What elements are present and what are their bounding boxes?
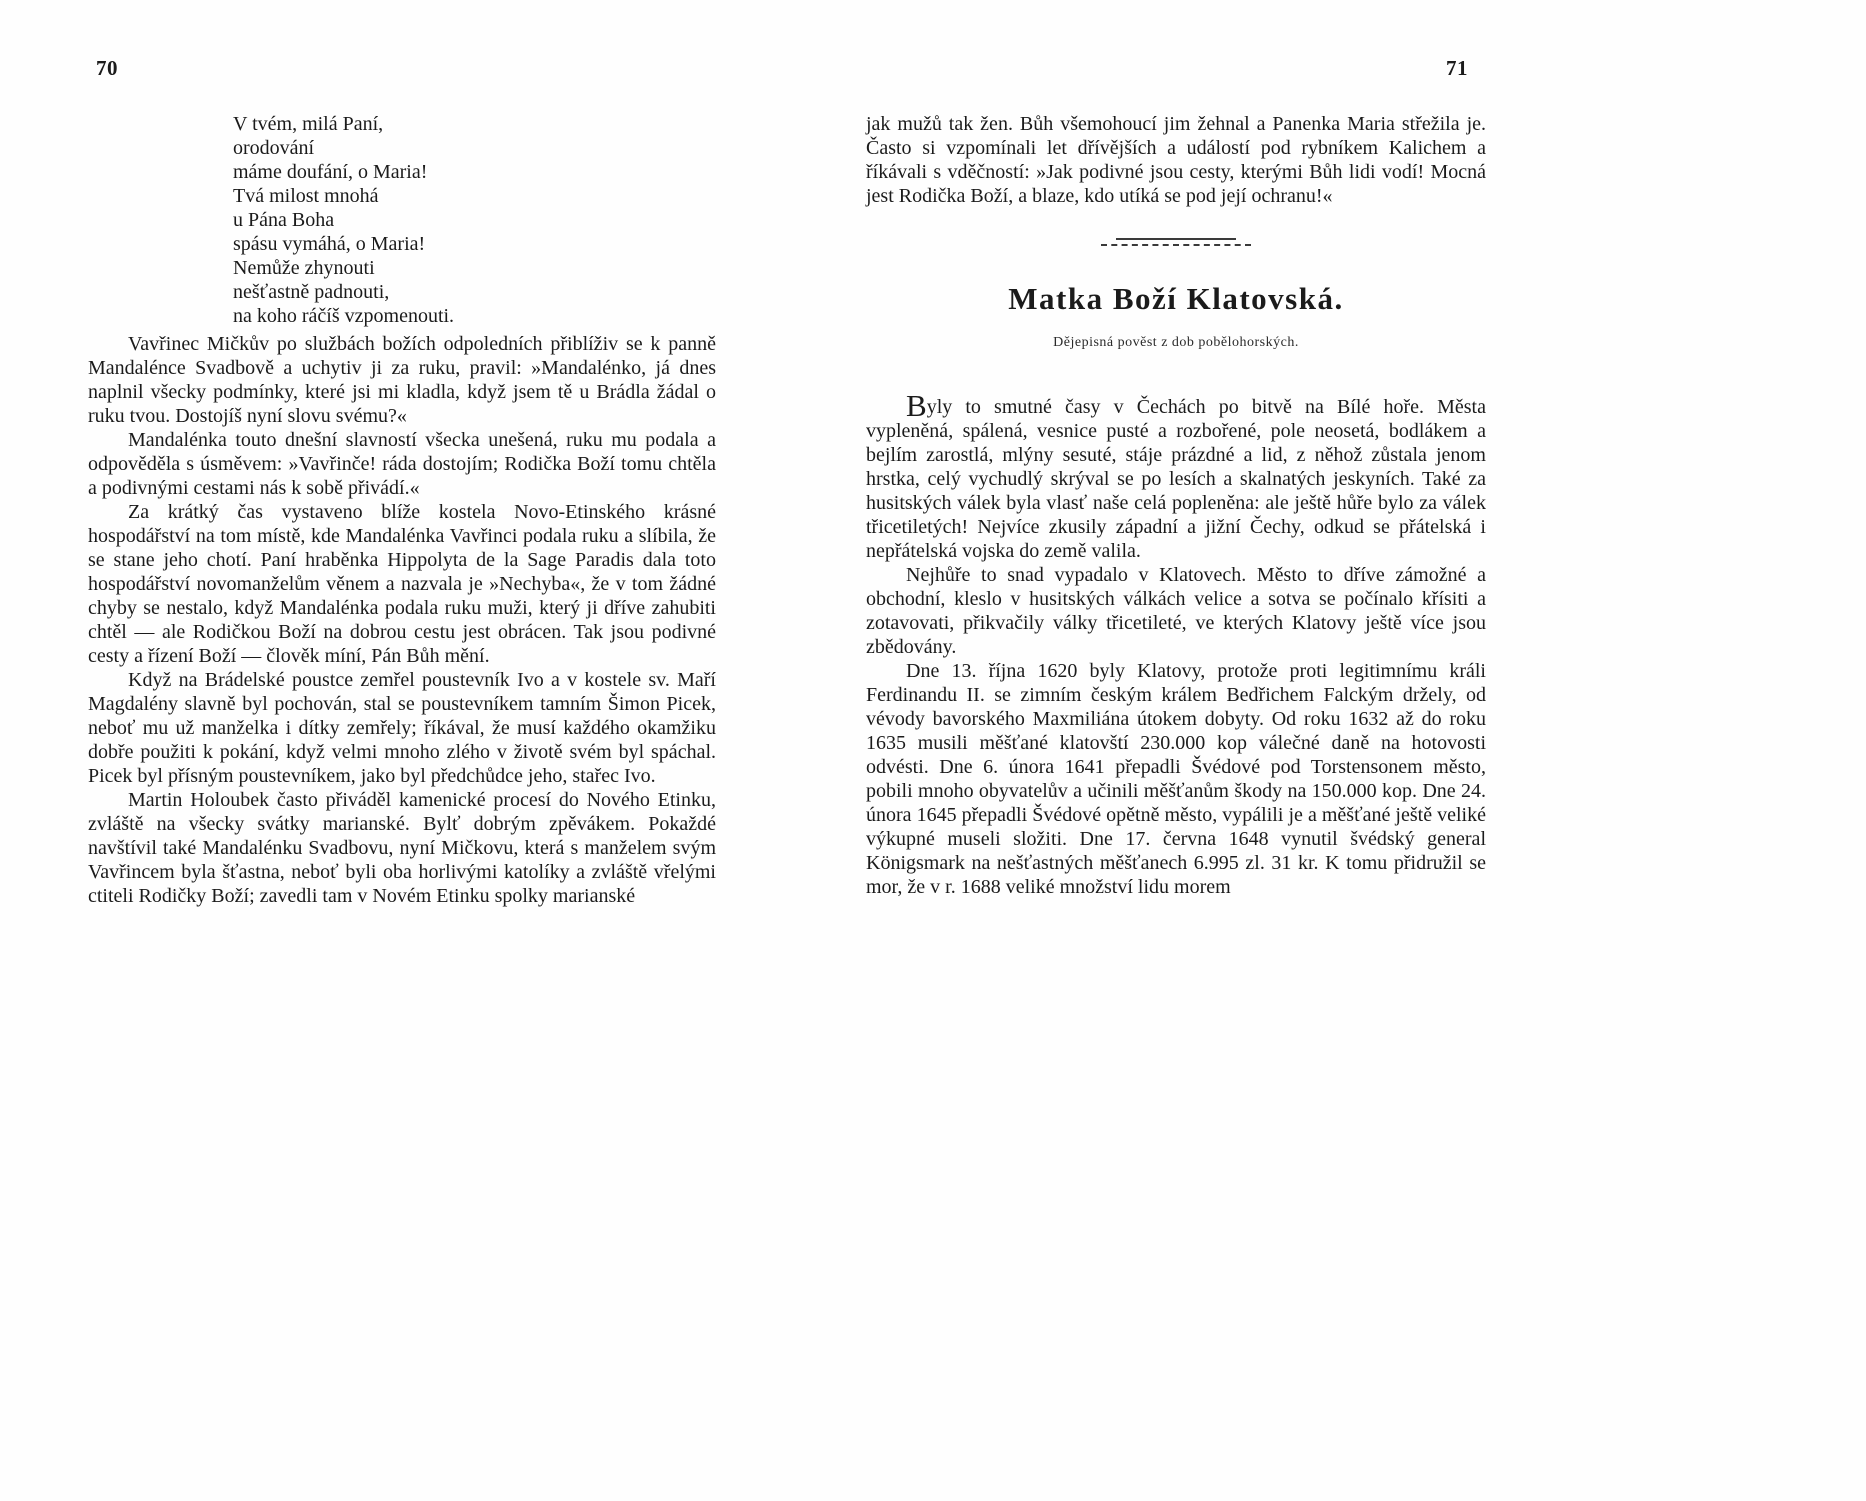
right-page-text-column [866, 112, 1486, 899]
paragraph: Dne 13. října 1620 byly Klatovy, protože proti legitimnímu králi Ferdinandu II. se zimním českým králem Bedřichem Falckým držely, od vévody bavorského Maxmiliána útokem dobyty. Od roku 1632 až do roku 1635 musili měšťané klatovští 230.000 kop válečné daně na hotovosti odvésti. Dne 6. února 1641 přepadli Švédové pod Torstensonem město, pobili mnoho obyvatelův a učinili měšťanům škody na 150.000 kop. Dne 24. února 1645 přepadli Švédové opětně město, vypálili je a měšťané ještě veliké výkupné museli složiti. Dne 17. června 1648 vynutil švédský general Königsmark na nešťastných měšťanech 6.995 zl. 31 kr. K tomu přidružil se mor, že v r. 1688 veliké množství lidu morem [866, 660, 1486, 899]
page-number-left: 70 [96, 56, 118, 80]
continuation-paragraph: jak mužů tak žen. Bůh všemohoucí jim žehnal a Panenka Maria střežila je. Často si vzpomínali let dřívějších a událostí pod rybníkem Kalichem a říkávali s vděčností: »Jak podivné jsou cesty, kterými Bůh lidi vodí! Mocná jest Rodička Boží, a blaze, kdo utíká se pod její ochranu!« [866, 113, 1486, 207]
paragraph-with-dropcap [866, 388, 1486, 563]
paragraph: Když na Brádelské poustce zemřel poustevník Ivo a v kostele sv. Maří Magdalény slavně byl pochován, stal se poustevníkem tamním Šimon Picek, neboť mu už manželka i dítky zemřely; říkával, že musí každého okamžiku dobře použiti k pokání, když velmi mnoho zlého v životě svém byl spáchal. Picek byl přísným poustevníkem, jako byl předchůdce jeho, stařec Ivo. [88, 669, 716, 787]
paragraph: Mandalénka touto dnešní slavností všecka unešená, ruku mu podala a odpověděla s úsměvem: »Vavřinče! ráda dostojím; Rodička Boží tomu chtěla a podivnými cestami nás k sobě přivádí.« [88, 429, 716, 499]
paragraph: Martin Holoubek často přiváděl kamenické procesí do Nového Etinku, zvláště na všecky svátky marianské. Bylť dobrým zpěvákem. Pokaždé navštívil také Mandalénku Svadbovu, nyní Mičkovu, která s manželem svým Vavřincem byla šťastna, neboť byli oba horlivými katolíky a zvláště vřelými ctiteli Rodičky Boží; zavedli tam v Novém Etinku spolky marianské [88, 789, 716, 907]
verse-block [233, 112, 716, 328]
article-title: Matka Boží Klatovská. [1008, 281, 1344, 316]
verse-line: V tvém, milá Paní, [233, 113, 384, 135]
divider-rule-bottom [1101, 244, 1251, 246]
paragraph-text: yly to smutné časy v Čechách po bitvě na Bílé hoře. Města vypleněná, spálená, vesnice pusté a rozbořené, pole neosetá, bodlákem a bejlím zarostlá, mlýny sesuté, stáje prázdné a lid, z něhož zůstala jenom hrstka, celý vychudlý skrýval se po lesích a skalnatých jeskyních. Také za husitských válek byla vlasť naše celá popleněna: ale ještě hůře bylo za válek třicetiletých! Nejvíce zkusily západní a jižní Čechy, odkud se přátelská i nepřátelská vojska do země valila. [866, 396, 1486, 563]
verse-line: na koho ráčíš vzpomenouti. [233, 305, 455, 327]
page-number-right: 71 [1446, 56, 1468, 80]
verse-line: máme doufání, o Maria! [233, 161, 428, 183]
verse-line: Nemůže zhynouti [233, 257, 375, 279]
article-subtitle: Dějepisná pověst z dob pobělohorských. [1053, 335, 1299, 351]
left-page-text-column [88, 112, 716, 908]
paragraph: Za krátký čas vystaveno blíže kostela Novo-Etinského krásné hospodářství na tom místě, kde Mandalénka Vavřinci podala ruku a slíbila, že se stane jeho chotí. Paní hraběnka Hippolyta de la Sage Paradis dala toto hospodářství novomanželům věnem a nazvala je »Nechyba«, že v tom žádné chyby se nestalo, když Mandalénka podala ruku muži, který ji dříve zahubiti chtěl — ale Rodičkou Boží na dobrou cestu jest obrácen. Tak jsou podivné cesty a řízení Boží — člověk míní, Pán Bůh mění. [88, 501, 716, 667]
verse-line: nešťastně padnouti, [233, 281, 390, 303]
paragraph: Nejhůře to snad vypadalo v Klatovech. Město to dříve zámožné a obchodní, kleslo v husitských válkách velice a sotva se počínalo křísiti a zotavovati, přikvačily války třicetileté, ve kterých Klatovy ještě více jsou zbědovány. [866, 564, 1486, 659]
paragraph: Vavřinec Mičkův po službách božích odpoledních přiblíživ se k panně Mandalénce Svadbově a uchytiv ji za ruku, pravil: »Mandalénko, já dnes naplnil všecky podmínky, které jsi mi kladla, když jsem tě u Brádla žádal o ruku tvou. Dostojíš nyní slovu svému?« [88, 333, 716, 427]
dropcap-initial: B [906, 388, 927, 424]
verse-line: Tvá milost mnohá [233, 185, 379, 207]
verse-line: u Pána Boha [233, 209, 335, 231]
section-divider [1101, 238, 1251, 246]
divider-rule-top [1116, 238, 1236, 240]
verse-line: spásu vymáhá, o Maria! [233, 233, 426, 255]
verse-line: orodování [233, 137, 315, 159]
